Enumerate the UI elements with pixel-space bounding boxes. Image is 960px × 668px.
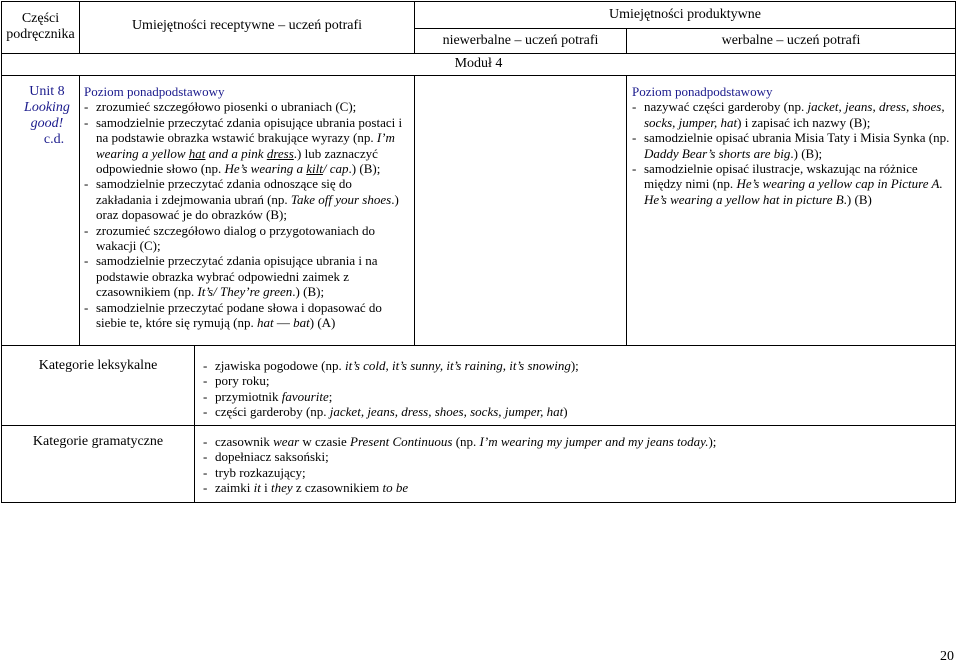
- list-item: - przymiotnik favourite;: [203, 389, 951, 404]
- section-divider-2: [1, 425, 956, 426]
- list-item: - części garderoby (np. jacket, jeans, dress, shoes, socks, jumper, hat): [203, 404, 951, 419]
- grammar-label-cell: [2, 434, 194, 450]
- col-divider-3b: [626, 75, 627, 346]
- list-item: - czasownik wear w czasie Present Continuous (np. I’m wearing my jumper and my jeans today.);: [203, 434, 951, 449]
- list-item: - zrozumieć szczegółowo piosenki o ubraniach (C);: [84, 99, 410, 114]
- header-verbal-label: werbalne – uczeń potrafi: [721, 33, 861, 48]
- lexical-cell: [203, 358, 951, 420]
- unit-number: Unit 8: [29, 84, 65, 99]
- list-item: - zrozumieć szczegółowo dialog o przygotowaniach do wakacji (C);: [84, 223, 410, 254]
- list-item: - nazywać części garderoby (np. jacket, jeans, dress, shoes, socks, jumper, hat) i zapisać ich nazwy (B);: [632, 99, 952, 130]
- section-divider-1: [1, 345, 956, 346]
- list-item: - dopełniacz saksoński;: [203, 449, 951, 464]
- unit-title-line2: good!: [30, 116, 64, 131]
- list-item: - zaimki it i they z czasownikiem to be: [203, 480, 951, 495]
- table-border-left: [1, 1, 2, 503]
- unit-title-line1: Looking: [24, 100, 70, 115]
- unit-continued: c.d.: [43, 132, 65, 147]
- list-item: - pory roku;: [203, 373, 951, 388]
- list-item: - samodzielnie przeczytać zdania opisujące ubrania postaci i na podstawie obrazka wstawić brakujące wyrazy (np. I’m wearing a yellow hat and a pink dress.) lub zaznaczyć odpowiednie słowo (np. He’s wearing a kilt/ cap.) (B);: [84, 115, 410, 177]
- list-item: - samodzielnie przeczytać podane słowa i dopasować do siebie te, które się rymują (np. hat — bat) (A): [84, 300, 410, 331]
- list-item: - samodzielnie przeczytać zdania opisujące ubrania i na podstawie obrazka wybrać odpowiedni zaimek z czasownikiem (np. It’s/ They’re green.) (B);: [84, 253, 410, 299]
- receptive-level-heading: Poziom ponadpodstawowy: [84, 84, 225, 99]
- table-border-top: [1, 1, 956, 2]
- verbal-cell: [632, 84, 952, 207]
- header-divider: [1, 53, 956, 54]
- page-number: 20: [940, 648, 954, 664]
- list-item: - samodzielnie opisać ilustracje, wskazując na różnice między nimi (np. He’s wearing a yellow cap in Picture A. He’s wearing a yellow hat in picture B.) (B): [632, 161, 952, 207]
- col-divider-lower: [194, 345, 195, 503]
- receptive-cell: [84, 84, 410, 331]
- module-label: Moduł 4: [454, 56, 503, 71]
- header-nonverbal: [415, 33, 626, 49]
- grammar-label: Kategorie gramatyczne: [32, 434, 164, 449]
- header-parts-label: Części podręcznika: [6, 11, 75, 42]
- header-productive-label: Umiejętności produktywne: [608, 7, 762, 22]
- nonverbal-cell: [415, 76, 626, 345]
- verbal-level-heading: Poziom ponadpodstawowy: [632, 84, 773, 99]
- list-item: - tryb rozkazujący;: [203, 465, 951, 480]
- header-receptive: [80, 18, 414, 34]
- header-receptive-label: Umiejętności receptywne – uczeń potrafi: [131, 18, 363, 33]
- receptive-list: [84, 99, 410, 330]
- lexical-list: [203, 358, 951, 420]
- table-border-bottom: [1, 502, 956, 503]
- header-nonverbal-label: niewerbalne – uczeń potrafi: [442, 33, 599, 48]
- lexical-label: Kategorie leksykalne: [38, 358, 158, 373]
- list-item: - samodzielnie przeczytać zdania odnoszące się do zakładania i zdejmowania ubrań (np. Take off your shoes.) oraz dopasować je do obrazków (B);: [84, 176, 410, 222]
- unit-cell: [2, 84, 92, 148]
- lexical-label-cell: [2, 358, 194, 374]
- table-border-right: [955, 1, 956, 503]
- header-parts: [2, 11, 79, 43]
- grammar-list: [203, 434, 951, 496]
- header-divider-productive: [414, 28, 956, 29]
- list-item: - zjawiska pogodowe (np. it’s cold, it’s sunny, it’s raining, it’s snowing);: [203, 358, 951, 373]
- list-item: - samodzielnie opisać ubrania Misia Taty i Misia Synka (np. Daddy Bear’s shorts are big.) (B);: [632, 130, 952, 161]
- module-title: [2, 56, 955, 72]
- verbal-list: [632, 99, 952, 207]
- header-verbal: [627, 33, 955, 49]
- grammar-cell: [203, 434, 951, 496]
- header-productive: [415, 7, 955, 23]
